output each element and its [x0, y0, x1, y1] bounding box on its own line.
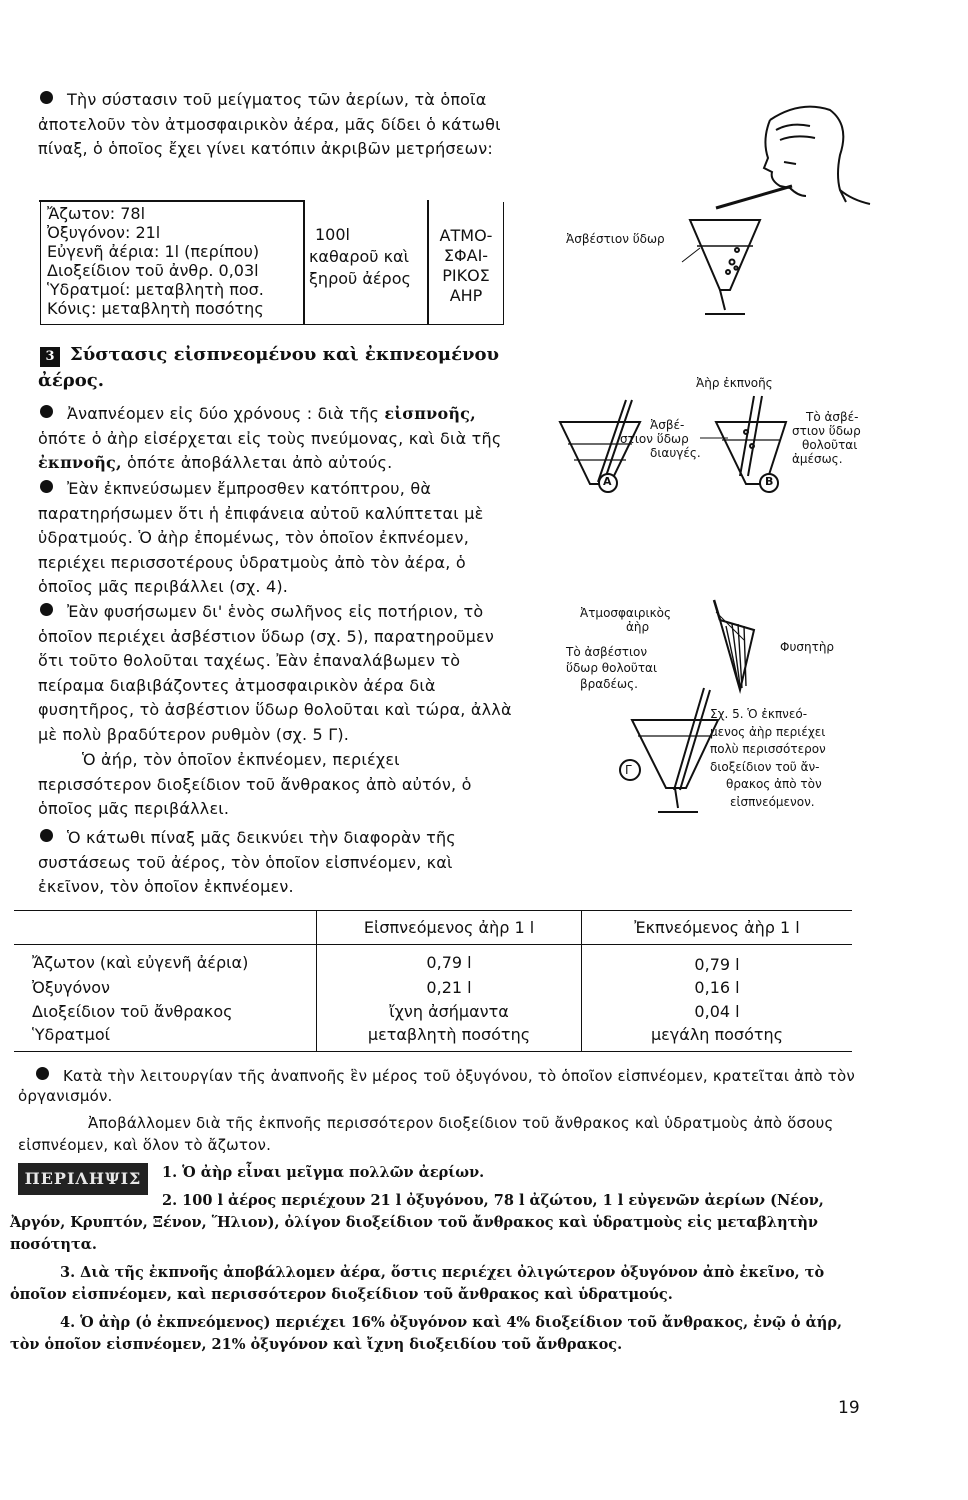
- bullet-icon: [40, 603, 53, 616]
- composition-line: Ὑδρατμοί: μεταβλητὴ ποσ.: [47, 280, 264, 299]
- glass-b-icon: [700, 396, 786, 484]
- table-header-row: [14, 911, 852, 945]
- label-glass-g: Γ: [625, 763, 632, 777]
- table-row: Ὀξυγόνον 0,21 l 0,16 l: [14, 975, 852, 999]
- section-number-badge: 3: [40, 347, 60, 367]
- paragraph-co2: Ὁ ἀήρ, τὸν ὁποῖον ἐκπνέομεν, περιέχει περισσότερον διοξείδιον τοῦ ἄνθρακος ἀπὸ αὐτόν, ὁ ὁποῖος μᾶς περιβάλλει.: [38, 750, 472, 818]
- table-header-cell: [14, 911, 317, 945]
- paragraph-blow: Ἐὰν φυσήσωμεν δι' ἑνὸς σωλῆνος εἰς ποτήριον, τὸ ὁποῖον περιέχει ἀσβέστιον ὕδωρ (σχ. 5), παρατηροῦμεν ὅτι τοῦτο θολοῦται ταχέως. Ἐὰν ἐπαναλάβωμεν τὸ πείραμα διαβιβάζοντες ἀτμοσφαιρικὸν ἀέρα διὰ φυσητῆρος, τὸ ἀσβέστιον ὕδωρ θολοῦται καὶ τώρα, ἀλλὰ μὲ πολὺ βραδύτερον ρυθμὸν (σχ. 5 Γ).: [38, 602, 512, 744]
- label-cloudy-limewater: Τὸ ἀσβέ- στιον ὕδωρ θολοῦται ἀμέσως.: [792, 410, 861, 466]
- label-bellows: Φυσητὴρ: [780, 640, 835, 654]
- glass-limewater: [682, 220, 760, 314]
- composition-line: Ὀξυγόνον: 21l: [47, 223, 161, 242]
- box-right: ΑΤΜΟ- ΣΦΑΙ- ΡΙΚΟΣ ΑΗΡ: [439, 226, 493, 305]
- table-header-cell: Ἐκπνεόμενος ἀὴρ 1 l: [582, 911, 853, 945]
- label-slow-cloud: Τὸ ἀσβέστιον ὕδωρ θολοῦται βραδέως.: [566, 645, 658, 691]
- composition-line: Ἄζωτον: 78l: [47, 204, 146, 223]
- paragraph-mirror: Ἐὰν ἐκπνεύσωμεν ἔμπροσθεν κατόπτρου, θὰ παρατηρήσωμεν ὅτι ἡ ἐπιφάνεια αὐτοῦ καλύπτεται μὲ ὑδρατμούς. Ὁ ἀὴρ ἐπομένως, τὸν ὁποῖον ἐκπνέομεν, περιέχει περισσοτέρους ὑδρατμοὺς ἀπὸ τὸν ἀέρα, ὁ ὁποῖος μᾶς περιβάλλει (σχ. 4).: [38, 479, 484, 596]
- label-glass-b: B: [765, 475, 774, 488]
- paragraph-after-b: Ἀποβάλλομεν διὰ τῆς ἐκπνοῆς περισσότερον διοξείδιον τοῦ ἄνθρακος καὶ ὑδρατμοὺς ἀπὸ ὅσους εἰσπνέομεν, καὶ ὅλον τὸ ἄζωτον.: [18, 1114, 834, 1154]
- summary-item: 4. Ὁ ἀὴρ (ὁ ἐκπνεόμενος) περιέχει 16% ὀξυγόνον καὶ 4% διοξείδιον τοῦ ἄνθρακος, ἐνῷ ὁ ἀήρ, τὸν ὁποῖον εἰσπνέομεν, 21% ὀξυγόνον καὶ ἴχνη διοξειδίου τοῦ ἄνθρακος.: [10, 1314, 843, 1353]
- composition-line: Κόνις: μεταβλητὴ ποσότης: [47, 299, 264, 318]
- bullet-icon: [40, 405, 53, 418]
- composition-line: Εὐγενῆ ἀέρια: 1l (περίπου): [47, 242, 260, 261]
- bullet-icon: [40, 91, 53, 104]
- head-profile-icon: [716, 107, 870, 208]
- bullet-icon: [36, 1067, 49, 1080]
- label-atm-air: Ἀτμοσφαιρικὸς ἀὴρ: [580, 606, 672, 634]
- term-inhalation: εἰσπνοῆς,: [384, 404, 476, 423]
- summary-item: 2. 100 l ἀέρος περιέχουν 21 l ὀξυγόνου, 78 l ἀζώτου, 1 l εὐγενῶν ἀερίων (Νέον, Ἀργόν, Κρυπτόν, Ξένον, Ἥλιον), ὀλίγον διοξείδιον τοῦ ἄνθρακος καὶ ὑδρατμοὺς εἰς μεταβλητὴν ποσότητα.: [10, 1192, 824, 1253]
- table-row: Ὑδρατμοί μεταβλητὴ ποσότης μεγάλη ποσότης: [14, 1023, 852, 1051]
- bullet-icon: [40, 829, 53, 842]
- table-row: Ἄζωτον (καὶ εὐγενῆ ἀέρια) 0,79 l 0,79 l: [14, 945, 852, 976]
- summary-list: [10, 1162, 872, 1356]
- summary-item: 3. Διὰ τῆς ἐκπνοῆς ἀποβάλλομεν ἀέρα, ὅστις περιέχει ὀλιγώτερον ὀξυγόνον ἀπὸ ἐκεῖνο, τὸ ὁποῖον εἰσπνέομεν, καὶ περισσότερον διοξείδιον τοῦ ἄνθρακος καὶ ὑδρατμούς.: [10, 1264, 825, 1303]
- label-glass-a: A: [603, 475, 612, 488]
- bullet-icon: [40, 480, 53, 493]
- comparison-table: [14, 910, 852, 1052]
- page-number: 19: [838, 1398, 860, 1418]
- label-exhaled-air: Ἀὴρ ἐκπνοῆς: [696, 376, 773, 390]
- box-middle: 100l καθαροῦ καὶ ξηροῦ ἀέρος: [309, 225, 411, 288]
- label-clear-limewater: Ἀσβέ- στιον ὕδωρ διαυγές.: [620, 418, 701, 460]
- paragraph-after-a: Κατὰ τὴν λειτουργίαν τῆς ἀναπνοῆς ἓν μέρος τοῦ ὀξυγόνου, τὸ ὁποῖον εἰσπνέομεν, κρατεῖται ἀπὸ τὸν ὀργανισμόν.: [18, 1067, 855, 1105]
- composition-box: [40, 202, 504, 325]
- figure-caption: Σχ. 5. Ὁ ἐκπνεό- μενος ἀὴρ περιέχει πολὺ περισσότερον διοξείδιον τοῦ ἄν- θρακος ἀπὸ τὸν εἰσπνεόμενον.: [710, 707, 826, 809]
- composition-line: Διοξείδιον τοῦ ἀνθρ. 0,03l: [47, 261, 259, 280]
- summary-item: 1. Ὁ ἀὴρ εἶναι μεῖγμα πολλῶν ἀερίων.: [162, 1164, 485, 1181]
- term-exhalation: ἐκπνοῆς,: [38, 453, 122, 472]
- table-row: Διοξείδιον τοῦ ἄνθρακος ἴχνη ἀσήμαντα 0,04 l: [14, 999, 852, 1023]
- section-heading: 3 Σύστασις εἰσπνεομένου καὶ ἐκπνεομένου ἀέρος.: [38, 344, 500, 391]
- summary-label: ΠΕΡΙΛΗΨΙΣ: [18, 1163, 148, 1195]
- table-header-cell: Εἰσπνεόμενος ἀὴρ 1 l: [317, 911, 582, 945]
- intro-paragraph: Τὴν σύστασιν τοῦ μείγματος τῶν ἀερίων, τὰ ὁποῖα ἀποτελοῦν τὸν ἀτμοσφαιρικὸν ἀέρα, μᾶς δίδει ὁ κάτωθι πίναξ, ὁ ὁποῖος ἔχει γίνει κατόπιν ἀκριβῶν μετρήσεων:: [38, 90, 501, 158]
- label-limewater: Ἀσβέστιον ὕδωρ: [566, 232, 665, 246]
- composition-list: [47, 204, 299, 318]
- paragraph-breathing: Ἀναπνέομεν εἰς δύο χρόνους : διὰ τῆς εἰσπνοῆς, ὁπότε ὁ ἀὴρ εἰσέρχεται εἰς τοὺς πνεύμονας, καὶ διὰ τῆς ἐκπνοῆς, ὁπότε ἀποβάλλεται ἀπὸ αὐτούς.: [38, 404, 502, 472]
- paragraph-table-intro: Ὁ κάτωθι πίναξ μᾶς δεικνύει τὴν διαφορὰν τῆς συστάσεως τοῦ ἀέρος, τὸν ὁποῖον εἰσπνέομεν, καὶ ἐκεῖνον, τὸν ὁποῖον ἐκπνέομεν.: [38, 828, 456, 896]
